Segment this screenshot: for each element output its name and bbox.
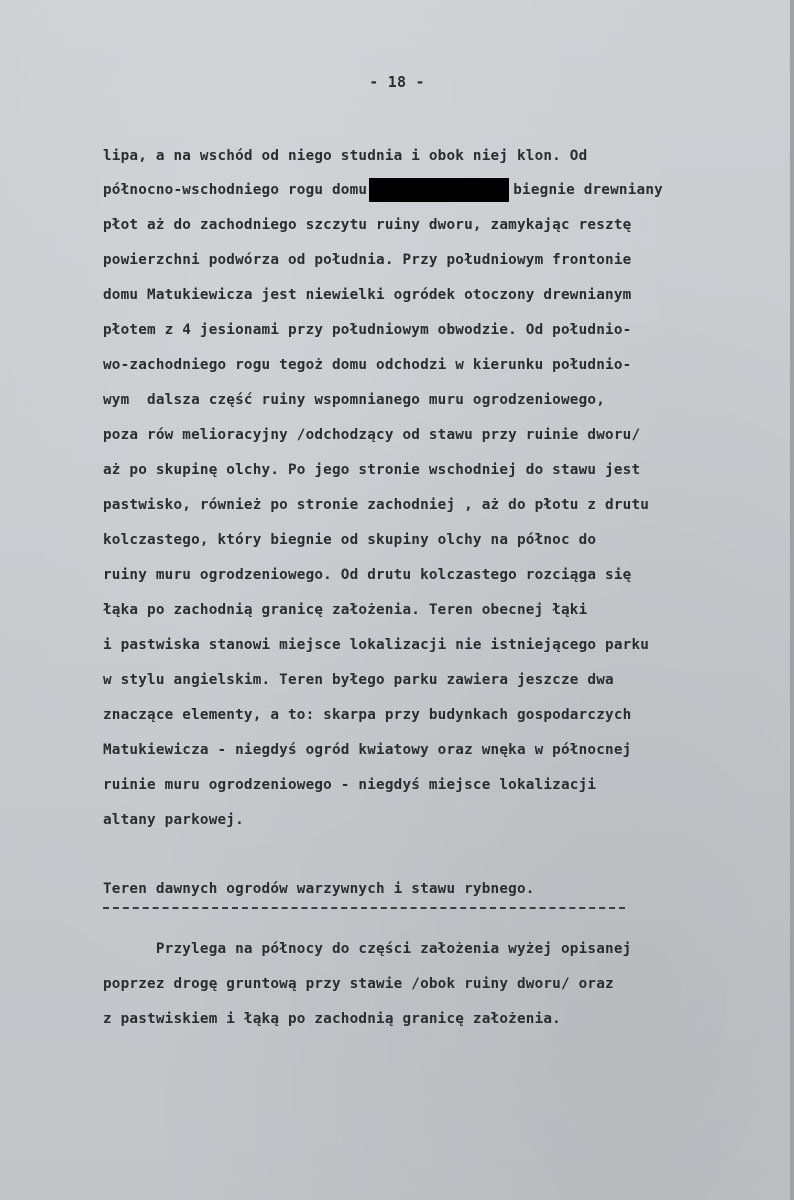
paragraph-1-line: altany parkowej.	[103, 812, 244, 828]
line-text-after-redaction: biegnie drewniany	[513, 182, 663, 198]
paragraph-1-line: ruiny muru ogrodzeniowego. Od drutu kolczastego rozciąga się	[103, 567, 632, 583]
paragraph-1-line: płot aż do zachodniego szczytu ruiny dworu, zamykając resztę	[103, 217, 632, 233]
paragraph-1-line: kolczastego, który biegnie od skupiny olchy na północ do	[103, 532, 597, 548]
paragraph-2-line: poprzez drogę gruntową przy stawie /obok ruiny dworu/ oraz	[103, 976, 614, 992]
paragraph-1-line: w stylu angielskim. Teren byłego parku zawiera jeszcze dwa	[103, 672, 614, 688]
paragraph-1-line: Matukiewicza - niegdyś ogród kwiatowy oraz wnęka w północnej	[103, 742, 632, 758]
page-edge	[790, 0, 794, 1200]
paragraph-1-line: wym dalsza część ruiny wspomnianego muru ogrodzeniowego,	[103, 392, 606, 408]
paragraph-1-line: łąka po zachodnią granicę założenia. Teren obecnej łąki	[103, 602, 588, 618]
paragraph-1-line: i pastwiska stanowi miejsce lokalizacji nie istniejącego parku	[103, 637, 650, 653]
paragraph-1-line: płotem z 4 jesionami przy południowym obwodzie. Od południo-	[103, 322, 632, 338]
paragraph-1-line: ruinie muru ogrodzeniowego - niegdyś miejsce lokalizacji	[103, 777, 597, 793]
paragraph-1-line: aż po skupinę olchy. Po jego stronie wschodniej do stawu jest	[103, 462, 641, 478]
paragraph-2-line: z pastwiskiem i łąką po zachodnią granicę założenia.	[103, 1011, 561, 1027]
paragraph-1-line: domu Matukiewicza jest niewielki ogródek otoczony drewnianym	[103, 287, 632, 303]
page-number: - 18 -	[369, 73, 425, 91]
heading-dashed-underline	[103, 907, 625, 909]
section-heading: Teren dawnych ogrodów warzywnych i stawu rybnego.	[103, 881, 535, 897]
paragraph-1-line: lipa, a na wschód od niego studnia i obok niej klon. Od	[103, 148, 588, 164]
paragraph-1-line: poza rów melioracyjny /odchodzący od stawu przy ruinie dworu/	[103, 427, 641, 443]
line-text-before-redaction: północno-wschodniego rogu domu	[103, 182, 368, 198]
paragraph-1-line-with-redaction	[103, 178, 663, 202]
paragraph-2-line: Przylega na północy do części założenia wyżej opisanej	[103, 941, 632, 957]
paragraph-1-line: powierzchni podwórza od południa. Przy południowym frontonie	[103, 252, 632, 268]
paragraph-1-line: znaczące elementy, a to: skarpa przy budynkach gospodarczych	[103, 707, 632, 723]
paragraph-1-line: pastwisko, również po stronie zachodniej , aż do płotu z drutu	[103, 497, 650, 513]
paragraph-1-line: wo-zachodniego rogu tegoż domu odchodzi w kierunku południo-	[103, 357, 632, 373]
redaction-block	[369, 178, 509, 202]
